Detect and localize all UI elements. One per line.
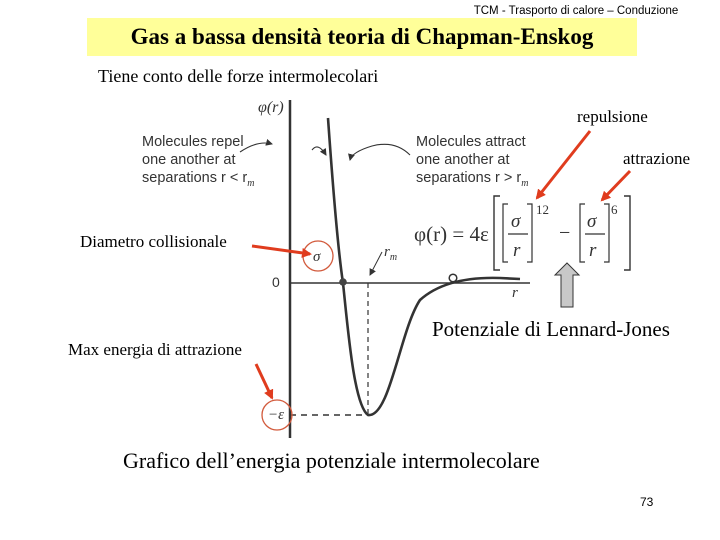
lennard-jones-formula <box>414 196 630 270</box>
formula-r-1: r <box>513 240 521 261</box>
formula-exp-12: 12 <box>536 202 549 217</box>
slide-subtitle: Tiene conto delle forze intermolecolari <box>98 66 379 86</box>
x-axis-label: r <box>512 285 518 301</box>
repulsione-label: repulsione <box>577 107 648 126</box>
slide-header: TCM - Trasporto di calore – Conduzione <box>473 5 679 17</box>
attrazione-label: attrazione <box>623 149 691 168</box>
zero-label: 0 <box>272 274 280 290</box>
rm-pointer-arrow <box>370 252 382 275</box>
attract-line-2: one another at <box>416 152 510 168</box>
formula-minus: − <box>559 222 571 244</box>
formula-outer-bracket-left <box>494 196 500 270</box>
attract-arrow <box>350 144 410 160</box>
sigma-point <box>339 278 347 286</box>
page-number: 73 <box>640 495 654 509</box>
formula-r-2: r <box>589 240 597 261</box>
attract-line-3: separations $r > r_m$ <box>416 170 529 189</box>
rm-label: $r_m$ <box>384 244 398 263</box>
repel-line-3: separations $r < r_m$ <box>142 170 255 189</box>
repulsione-arrow <box>537 131 590 198</box>
sigma-label: σ <box>313 249 321 265</box>
y-axis-label: φ(r) <box>258 99 284 116</box>
formula-sigma-2: σ <box>587 211 597 232</box>
curve-point <box>449 274 457 282</box>
slide-title: Gas a bassa densità teoria di Chapman-Enskog <box>130 24 594 49</box>
paren-2-right <box>604 204 609 262</box>
pointer-arrow <box>312 147 326 155</box>
lennard-jones-label: Potenziale di Lennard-Jones <box>432 317 670 341</box>
formula-exp-6: 6 <box>611 202 618 217</box>
diametro-arrow <box>252 246 310 254</box>
epsilon-label: −ε <box>268 407 285 423</box>
figure-caption: Grafico dell’energia potenziale intermolecolare <box>123 448 540 473</box>
repel-line-2: one another at <box>142 152 236 168</box>
diametro-label: Diametro collisionale <box>80 232 227 251</box>
repel-line-1: Molecules repel <box>142 134 244 150</box>
attract-line-1: Molecules attract <box>416 134 526 150</box>
up-arrow <box>555 263 579 307</box>
paren-1-right <box>527 204 532 262</box>
paren-2-left <box>580 204 585 262</box>
paren-1-left <box>503 204 508 262</box>
formula-sigma-1: σ <box>511 211 521 232</box>
formula-lhs: φ(r) = 4ε <box>414 222 489 246</box>
max-energia-arrow <box>256 364 272 398</box>
repel-arrow <box>240 143 272 152</box>
max-energia-label: Max energia di attrazione <box>68 340 242 359</box>
formula-outer-bracket-right <box>624 196 630 270</box>
